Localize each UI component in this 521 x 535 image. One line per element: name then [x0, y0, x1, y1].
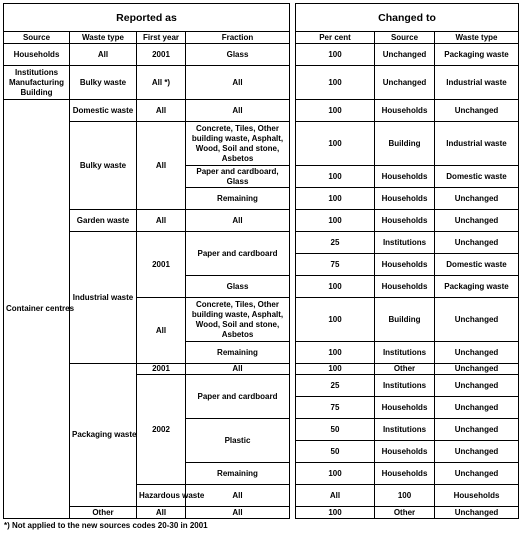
- cell-new-source: Households: [375, 210, 435, 232]
- table-row: [4, 100, 519, 122]
- cell-per-cent: 100: [296, 276, 375, 298]
- cell-new-source: Other: [375, 364, 435, 375]
- cell-per-cent: 75: [296, 254, 375, 276]
- cell-new-waste-type: Unchanged: [435, 100, 519, 122]
- cell-first-year: 2002: [137, 375, 186, 485]
- cell-first-year: All: [137, 100, 186, 122]
- header-columns-row: [4, 32, 519, 44]
- cell-fraction: All: [186, 100, 290, 122]
- cell-source: Households: [4, 44, 70, 66]
- cell-first-year: All: [137, 298, 186, 364]
- cell-new-source: Institutions: [375, 375, 435, 397]
- cell-waste-type: Hazardous waste: [137, 485, 186, 507]
- cell-new-waste-type: Unchanged: [435, 232, 519, 254]
- cell-per-cent: 75: [296, 397, 375, 419]
- cell-per-cent: 100: [296, 298, 375, 342]
- cell-new-waste-type: Industrial waste: [435, 66, 519, 100]
- cell-new-source: Households: [375, 188, 435, 210]
- cell-new-source: Households: [435, 485, 519, 507]
- cell-new-waste-type: Domestic waste: [435, 254, 519, 276]
- col-header-per-cent: Per cent: [296, 32, 375, 44]
- cell-fraction: All: [186, 507, 290, 519]
- cell-per-cent: 100: [296, 100, 375, 122]
- header-group-row: [4, 4, 519, 32]
- cell-per-cent: 100: [296, 66, 375, 100]
- cell-fraction: Glass: [186, 44, 290, 66]
- cell-new-source: Households: [375, 463, 435, 485]
- cell-first-year: All: [137, 210, 186, 232]
- cell-waste-type: Domestic waste: [70, 100, 137, 122]
- cell-per-cent: 50: [296, 419, 375, 441]
- cell-waste-type: All: [70, 44, 137, 66]
- table-row: [4, 122, 519, 166]
- col-header-new-source: Source: [375, 32, 435, 44]
- reclassification-table: [3, 3, 519, 519]
- cell-fraction: Glass: [186, 276, 290, 298]
- cell-new-source: Institutions: [375, 419, 435, 441]
- table-row: [4, 507, 519, 519]
- cell-per-cent: 100: [296, 166, 375, 188]
- cell-new-source: Households: [375, 166, 435, 188]
- cell-new-source: Institutions: [375, 342, 435, 364]
- cell-fraction: All: [296, 485, 375, 507]
- cell-fraction: Plastic: [186, 419, 290, 463]
- table-row: [4, 44, 519, 66]
- cell-fraction: All: [186, 364, 290, 375]
- cell-first-year: 2001: [137, 232, 186, 298]
- cell-new-source: Institutions: [375, 232, 435, 254]
- changed-to-header: Changed to: [296, 4, 519, 32]
- cell-fraction: Remaining: [186, 188, 290, 210]
- cell-new-source: Households: [375, 441, 435, 463]
- cell-new-waste-type: Unchanged: [435, 397, 519, 419]
- cell-waste-type: Other: [70, 507, 137, 519]
- cell-new-waste-type: Unchanged: [435, 441, 519, 463]
- cell-new-waste-type: Unchanged: [435, 507, 519, 519]
- cell-first-year: All *): [137, 66, 186, 100]
- cell-source-container-centres: Container centres: [4, 100, 70, 519]
- cell-new-source: Households: [375, 397, 435, 419]
- cell-waste-type: Bulky waste: [70, 66, 137, 100]
- cell-per-cent: 25: [296, 232, 375, 254]
- cell-new-waste-type: Unchanged: [435, 210, 519, 232]
- cell-fraction: Concrete, Tiles, Other building waste, Asphalt, Wood, Soil and stone, Asbetos: [186, 298, 290, 342]
- table-row: [4, 66, 519, 100]
- cell-first-year: All: [137, 507, 186, 519]
- col-header-first-year: First year: [137, 32, 186, 44]
- cell-per-cent: 100: [296, 210, 375, 232]
- cell-new-waste-type: Packaging waste: [435, 276, 519, 298]
- cell-new-waste-type: Industrial waste: [435, 122, 519, 166]
- cell-new-source: Building: [375, 122, 435, 166]
- col-header-new-waste-type: Waste type: [435, 32, 519, 44]
- cell-new-waste-type: Unchanged: [435, 375, 519, 397]
- col-header-fraction: Fraction: [186, 32, 290, 44]
- cell-new-source: Households: [375, 100, 435, 122]
- reported-as-header: Reported as: [4, 4, 290, 32]
- cell-new-waste-type: Unchanged: [435, 298, 519, 342]
- col-header-waste-type: Waste type: [70, 32, 137, 44]
- cell-per-cent: 100: [296, 188, 375, 210]
- cell-source: Institutions Manufacturing Building: [4, 66, 70, 100]
- cell-per-cent: 100: [296, 122, 375, 166]
- cell-new-source: Other: [375, 507, 435, 519]
- cell-fraction: Remaining: [186, 342, 290, 364]
- cell-new-waste-type: Packaging waste: [435, 44, 519, 66]
- cell-fraction: Paper and cardboard: [186, 375, 290, 419]
- cell-waste-type: Garden waste: [70, 210, 137, 232]
- cell-first-year: 2001: [137, 44, 186, 66]
- cell-fraction: Paper and cardboard: [186, 232, 290, 276]
- cell-per-cent: 50: [296, 441, 375, 463]
- footnote: *) Not applied to the new sources codes 20-30 in 2001: [4, 521, 208, 530]
- cell-per-cent: 100: [296, 507, 375, 519]
- cell-per-cent: 25: [296, 375, 375, 397]
- cell-new-source: Unchanged: [375, 66, 435, 100]
- cell-new-source: Households: [375, 254, 435, 276]
- cell-fraction: Concrete, Tiles, Other building waste, Asphalt, Wood, Soil and stone, Asbetos: [186, 122, 290, 166]
- cell-new-waste-type: Unchanged: [435, 419, 519, 441]
- cell-first-year: All: [137, 122, 186, 210]
- cell-new-waste-type: Unchanged: [435, 463, 519, 485]
- cell-fraction: All: [186, 210, 290, 232]
- cell-first-year: All: [186, 485, 290, 507]
- cell-per-cent: 100: [296, 463, 375, 485]
- cell-waste-type: Bulky waste: [70, 122, 137, 210]
- cell-new-source: Building: [375, 298, 435, 342]
- cell-per-cent: 100: [296, 342, 375, 364]
- cell-fraction: All: [186, 66, 290, 100]
- cell-new-waste-type: Unchanged: [435, 342, 519, 364]
- cell-new-waste-type: Unchanged: [435, 364, 519, 375]
- cell-new-source: Unchanged: [375, 44, 435, 66]
- cell-fraction: Paper and cardboard, Glass: [186, 166, 290, 188]
- cell-per-cent: 100: [296, 364, 375, 375]
- cell-waste-type: Industrial waste: [70, 232, 137, 364]
- cell-first-year: 2001: [137, 364, 186, 375]
- col-header-source: Source: [4, 32, 70, 44]
- table-row: [4, 232, 519, 254]
- cell-per-cent: 100: [375, 485, 435, 507]
- cell-waste-type: Packaging waste: [70, 364, 137, 507]
- cell-new-waste-type: Domestic waste: [435, 166, 519, 188]
- table-row: [4, 210, 519, 232]
- cell-per-cent: 100: [296, 44, 375, 66]
- cell-new-source: Households: [375, 276, 435, 298]
- cell-new-waste-type: Unchanged: [435, 188, 519, 210]
- table-row: [4, 364, 519, 375]
- cell-fraction: Remaining: [186, 463, 290, 485]
